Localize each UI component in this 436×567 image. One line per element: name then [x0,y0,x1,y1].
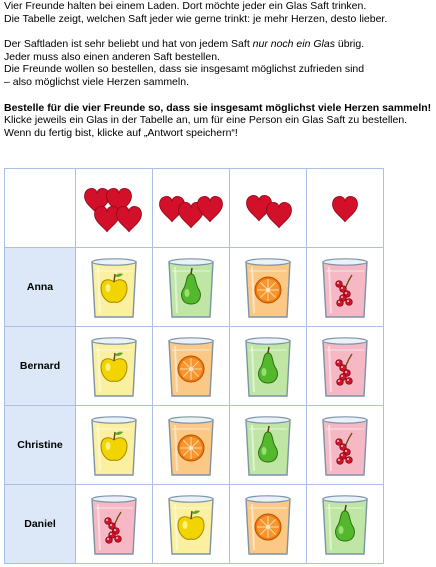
instructions [4,0,434,139]
friend-name: Anna [5,248,76,327]
currant-juice-glass-icon [309,330,381,402]
currant-juice-glass-icon [309,251,381,323]
table-row [5,248,384,327]
hearts-icon [307,172,383,244]
apple-juice-glass-icon [155,488,227,560]
intro-line-3: Der Saftladen ist sehr beliebt und hat von jedem Saft nur noch ein Glas übrig. [4,38,365,51]
juice-glass-apple[interactable] [153,485,230,564]
intro-line-4: Jeder muss also einen anderen Saft bestellen. [4,50,220,63]
task-instruction: Bestelle für die vier Freunde so, dass sie insgesamt möglichst viele Herzen sammeln! [4,101,432,114]
friend-name: Christine [5,406,76,485]
hearts-column-1 [76,169,153,248]
friend-name: Bernard [5,327,76,406]
intro-line-5: Die Freunde wollen so bestellen, dass sie insgesamt möglichst zufrieden sind [4,63,365,76]
orange-juice-glass-icon [232,251,304,323]
hearts-icon [153,172,229,244]
apple-juice-glass-icon [78,409,150,481]
emphasis-text: nur noch ein Glas [252,38,335,51]
orange-juice-glass-icon [232,488,304,560]
juice-glass-orange[interactable] [230,485,307,564]
save-instruction: Wenn du fertig bist, klicke auf „Antwort speichern“! [4,126,238,139]
table-row [5,406,384,485]
pear-juice-glass-icon [155,251,227,323]
juice-glass-apple[interactable] [76,327,153,406]
juice-glass-apple[interactable] [76,406,153,485]
currant-juice-glass-icon [309,409,381,481]
juice-glass-currant[interactable] [76,485,153,564]
pear-juice-glass-icon [309,488,381,560]
hearts-column-4 [307,169,384,248]
hearts-icon [76,172,152,244]
intro-line-6: – also möglichst viele Herzen sammeln. [4,75,189,88]
juice-glass-orange[interactable] [153,327,230,406]
juice-glass-orange[interactable] [153,406,230,485]
intro-line-1: Vier Freunde halten bei einem Laden. Dort möchte jeder ein Glas Saft trinken. [4,0,367,12]
table-row [5,327,384,406]
juice-glass-pear[interactable] [307,485,384,564]
currant-juice-glass-icon [78,488,150,560]
juice-glass-currant[interactable] [307,406,384,485]
pear-juice-glass-icon [232,409,304,481]
orange-juice-glass-icon [155,330,227,402]
click-instruction: Klicke jeweils ein Glas in der Tabelle an, um für eine Person ein Glas Saft zu bestellen. [4,114,408,127]
juice-glass-apple[interactable] [76,248,153,327]
intro-line-2: Die Tabelle zeigt, welchen Saft jeder wie gerne trinkt: je mehr Herzen, desto lieber. [4,12,388,25]
juice-glass-currant[interactable] [307,327,384,406]
juice-glass-currant[interactable] [307,248,384,327]
table-corner [5,169,76,248]
orange-juice-glass-icon [155,409,227,481]
juice-glass-pear[interactable] [230,406,307,485]
hearts-icon [230,172,306,244]
juice-glass-orange[interactable] [230,248,307,327]
hearts-header-row [5,169,384,248]
juice-glass-pear[interactable] [153,248,230,327]
hearts-column-3 [230,169,307,248]
juice-glass-pear[interactable] [230,327,307,406]
apple-juice-glass-icon [78,251,150,323]
apple-juice-glass-icon [78,330,150,402]
hearts-column-2 [153,169,230,248]
friend-name: Daniel [5,485,76,564]
juice-preference-table [4,168,384,564]
table-row [5,485,384,564]
pear-juice-glass-icon [232,330,304,402]
